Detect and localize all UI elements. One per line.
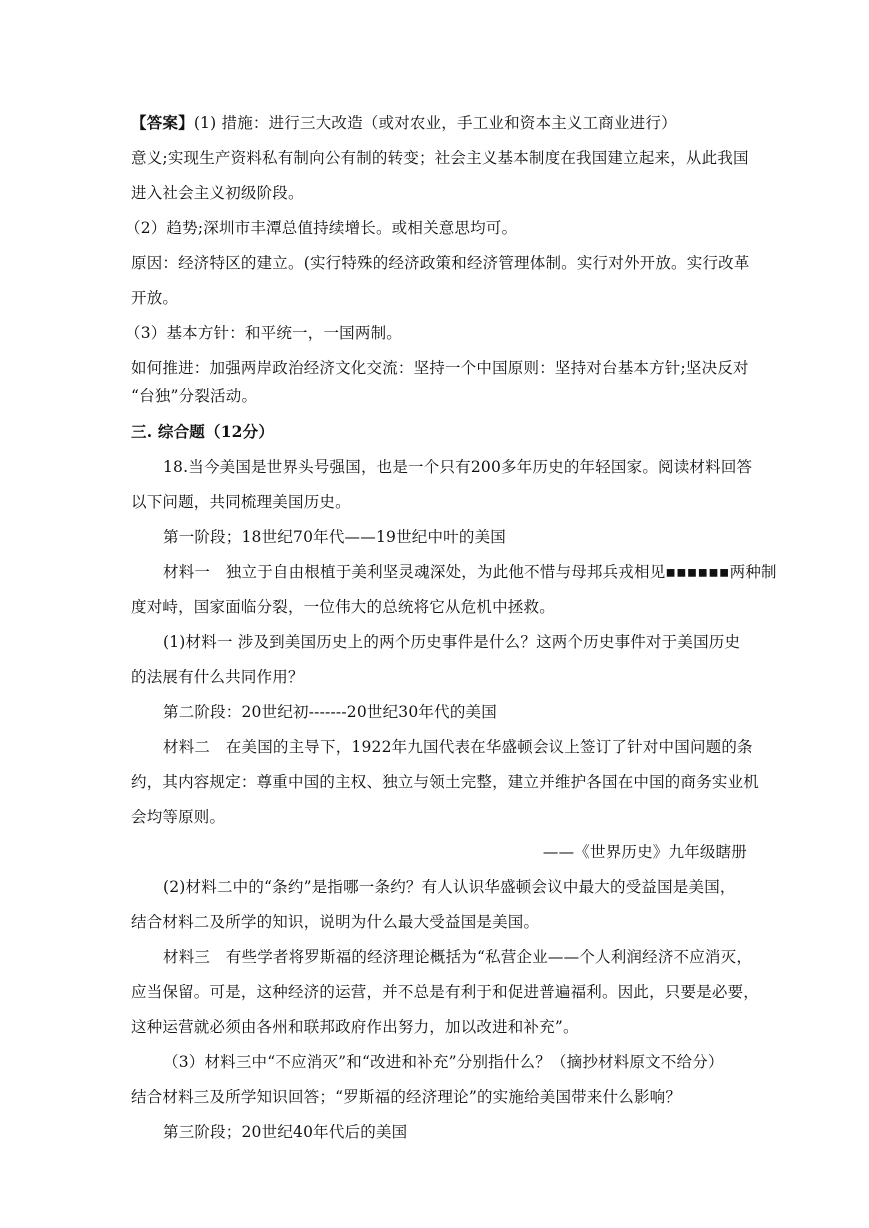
- answer-q3-policy: （3）基本方针：和平统一，一国两制。: [125, 324, 402, 342]
- question-3-line-1: （3）材料三中“不应消灭”和“改进和补充”分别指什么？（摘抄材料原文不给分）: [163, 1053, 724, 1071]
- material-3-line-1: 材料三 有些学者将罗斯福的经济理论概括为“私营企业——个人利润经济不应消灭，: [163, 948, 753, 966]
- answer-q1-measure: (1) 措施：进行三大改造（或对农业，手工业和资本主义工商业进行）: [193, 114, 677, 132]
- stage-2-heading: 第二阶段：20世纪初-------20世纪30年代的美国: [163, 703, 497, 721]
- material-2-line-3: 会均等原则。: [131, 808, 226, 826]
- question-1-line-2: 的法展有什么共同作用？: [131, 668, 304, 686]
- question-1-line-1: (1)材料一 涉及到美国历史上的两个历史事件是什么？这两个历史事件对于美国历史: [163, 633, 741, 651]
- section-heading: 三. 综合题（12分）: [131, 422, 275, 441]
- stage-1-heading: 第一阶段；18世纪70年代——19世纪中叶的美国: [163, 528, 506, 546]
- q18-intro-line-2: 以下问题，共同梳理美国历史。: [131, 493, 351, 511]
- material-2-line-1: 材料二 在美国的主导下，1922年九国代表在华盛顿会议上签订了针对中国问题的条: [163, 738, 753, 756]
- answer-q2-reason-line-2: 开放。: [131, 289, 179, 307]
- material-1-line-2: 度对峙，国家面临分裂，一位伟大的总统将它从危机中拯救。: [131, 598, 555, 616]
- question-2-line-1: (2)材料二中的“条约”是指哪一条约？有人认识华盛顿会议中最大的受益国是美国，: [163, 878, 736, 896]
- answer-q2-reason-line-1: 原因：经济特区的建立。(实行特殊的经济政策和经济管理体制。实行对外开放。实行改革: [131, 254, 750, 272]
- q18-intro-line-1: 18.当今美国是世界头号强国，也是一个只有200多年历史的年轻国家。阅读材料回答: [163, 458, 753, 476]
- answer-label: 【答案】: [131, 113, 194, 132]
- material-3-line-2: 应当保留。可是，这种经济的运营，并不总是有利于和促进普遍福利。因此，只要是必要，: [131, 983, 760, 1001]
- answer-q3-how-line-1: 如何推进：加强两岸政治经济文化交流：坚持一个中国原则：坚持对台基本方针;坚决反对: [131, 359, 749, 377]
- answer-q1-meaning-line-1: 意义;实现生产资料私有制向公有制的转变；社会主义基本制度在我国建立起来，从此我国: [131, 149, 749, 167]
- answer-line-1: [131, 113, 677, 133]
- material-1-line-1: 材料一 独立于自由根植于美利坚灵魂深处，为此他不惜与母邦兵戎相见▪▪▪▪▪▪两种制: [163, 563, 777, 581]
- question-3-line-2: 结合材料三及所学知识回答；“罗斯福的经济理论”的实施给美国带来什么影响？: [131, 1088, 682, 1106]
- answer-q1-meaning-line-2: 进入社会主义初级阶段。: [131, 184, 304, 202]
- question-2-line-2: 结合材料二及所学的知识，说明为什么最大受益国是美国。: [131, 913, 540, 931]
- material-2-line-2: 约，其内容规定：尊重中国的主权、独立与领土完整，建立并维护各国在中国的商务实业机: [131, 773, 760, 791]
- stage-3-heading: 第三阶段；20世纪40年代后的美国: [163, 1123, 408, 1141]
- material-2-source: ——《世界历史》九年级瞎册: [542, 843, 747, 861]
- answer-q2-trend: （2）趋势;深圳市丰潭总值持续增长。或相关意思均可。: [125, 219, 518, 237]
- answer-q3-how-line-2: “台独”分裂活动。: [131, 387, 258, 405]
- material-3-line-3: 这种运营就必须由各州和联邦政府作出努力，加以改进和补充”。: [131, 1018, 579, 1036]
